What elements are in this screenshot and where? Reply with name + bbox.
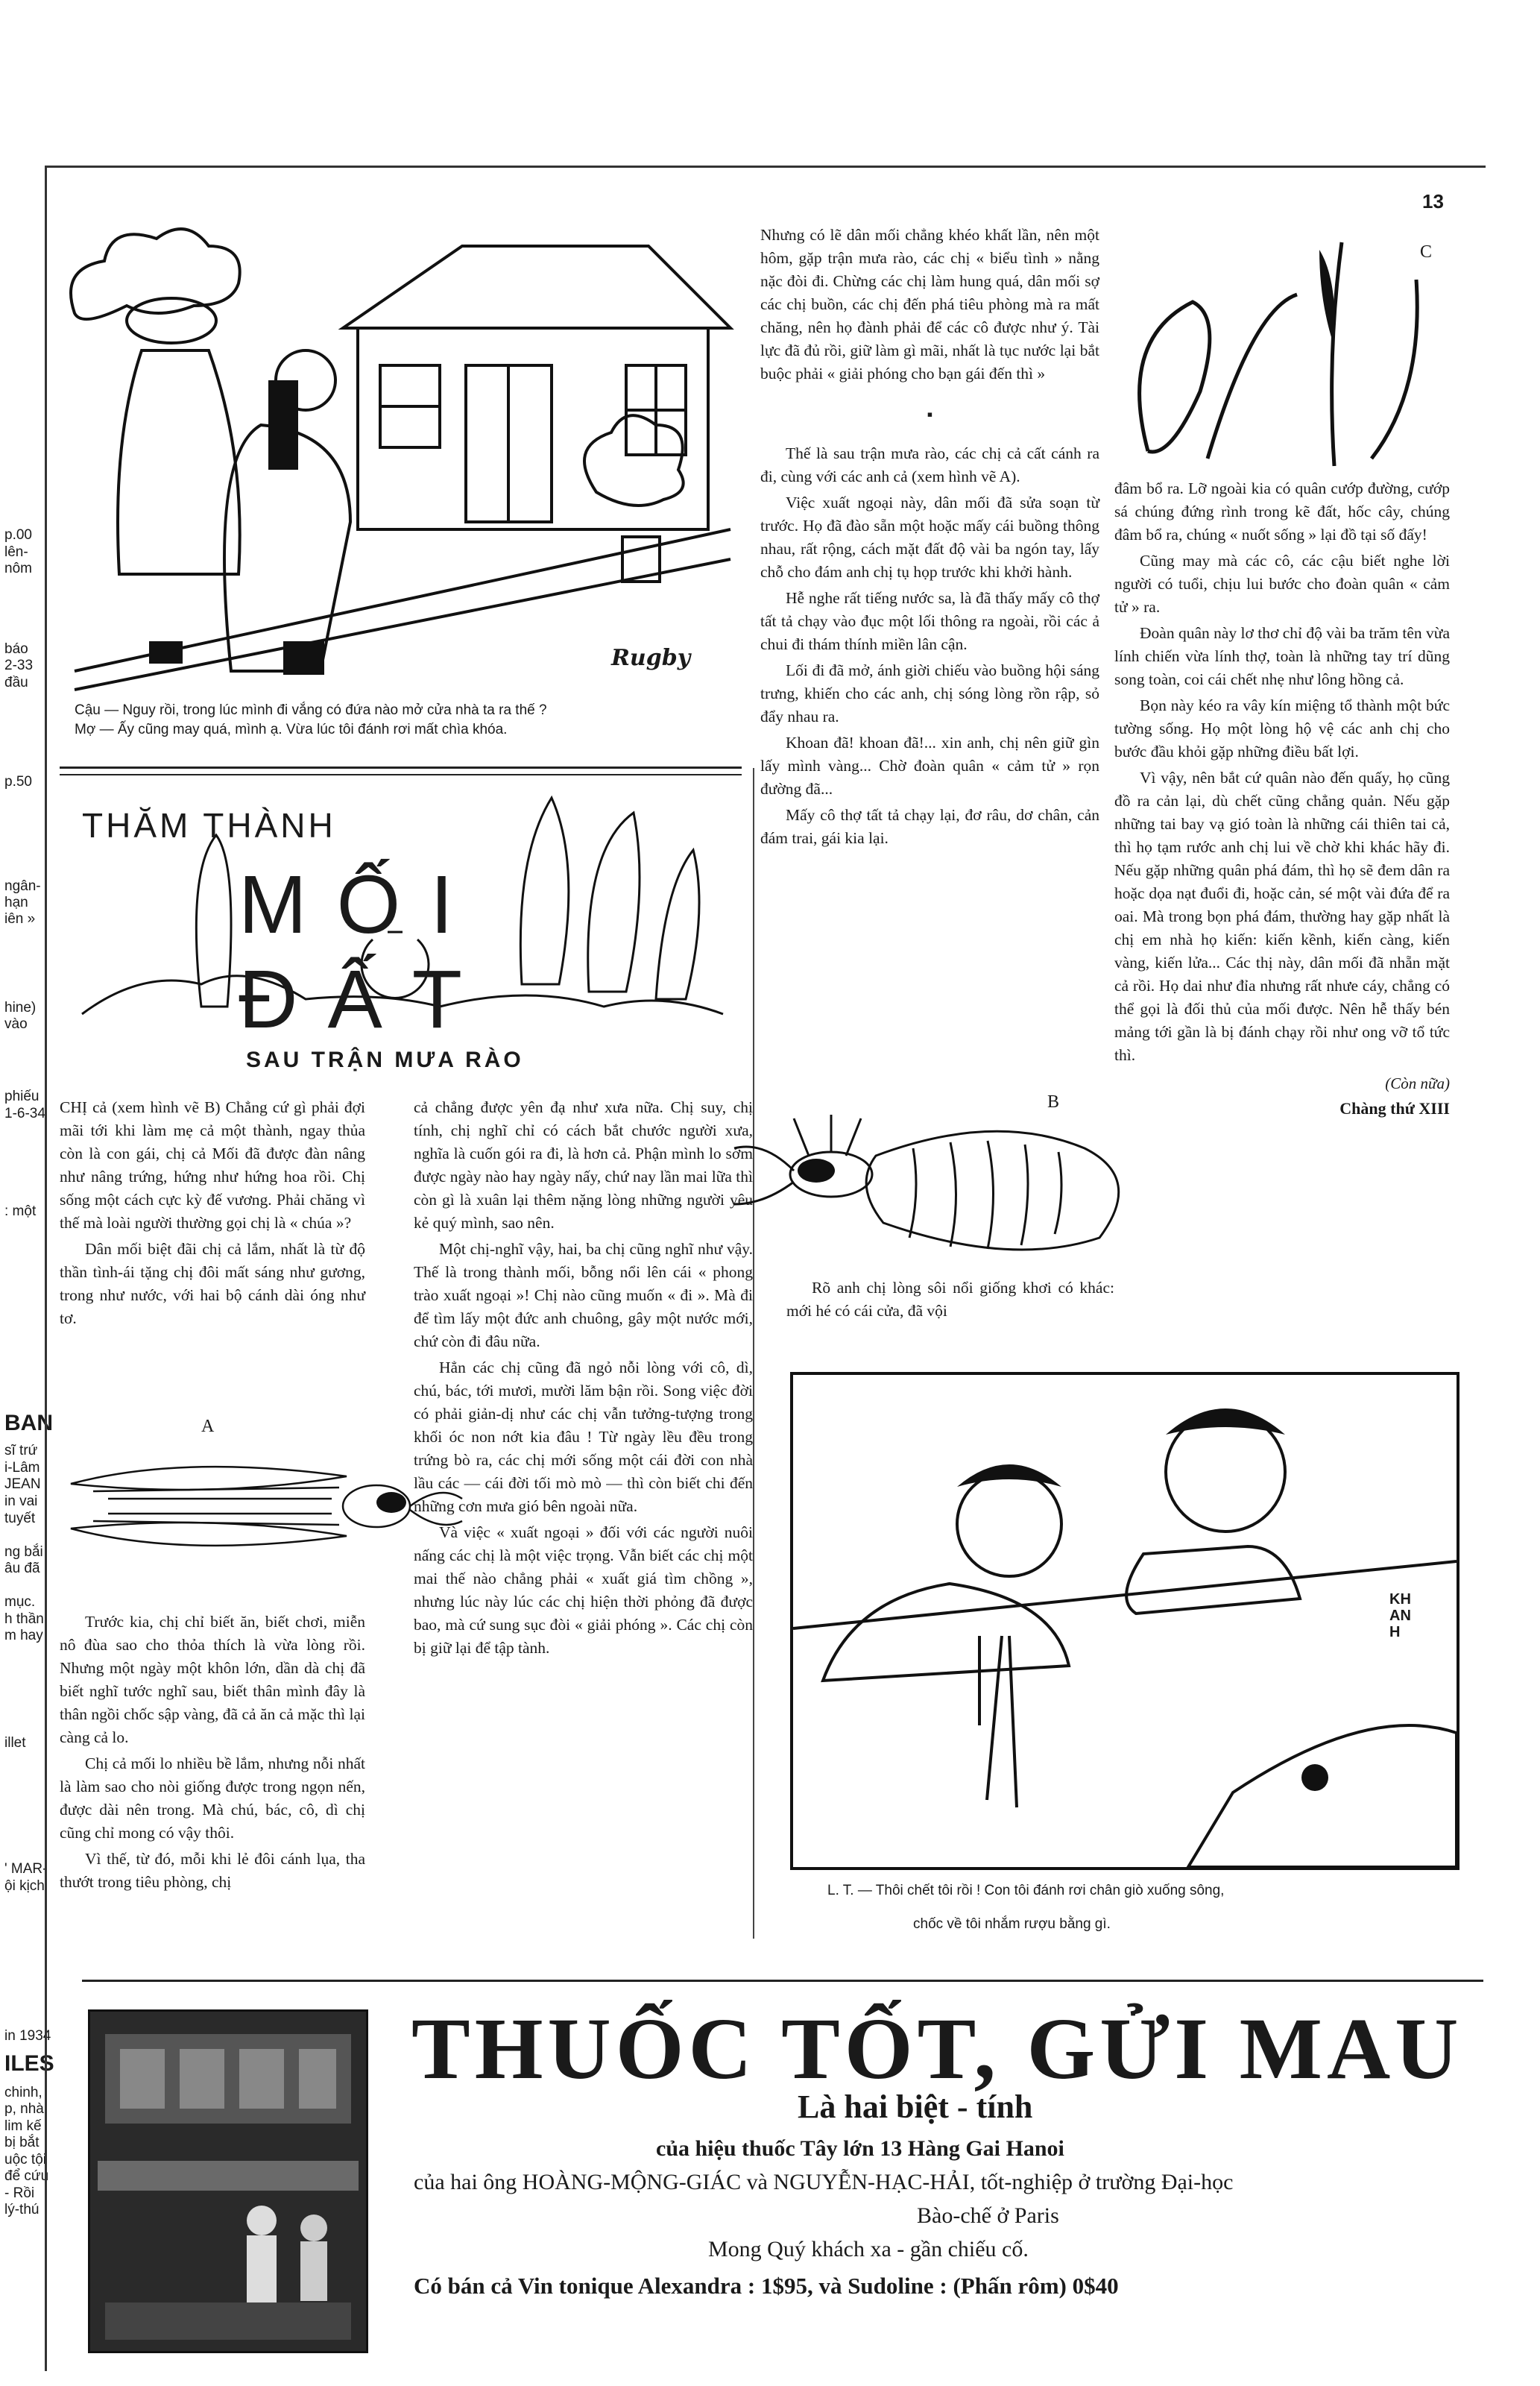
ad-line-2: của hai ông HOÀNG-MỘNG-GIÁC và NGUYỄN-HẠC-HẢI, tốt-nghiệp ở trường Đại-học (414, 2170, 1234, 2194)
col4-para-3: Đoàn quân này lơ thơ chỉ độ vài ba trăm tên vừa lính chiến vừa lính thợ, toàn là những tay trí dũng song toàn, coi cái chết nhẹ như lông hồng cả. (1114, 624, 1450, 688)
edge-fragment: nôm (4, 561, 32, 576)
ad-divider-rule (82, 1980, 1483, 1982)
col3-para-8: Rõ anh chị lòng sôi nổi giống khơi có khác: mới hé có cái cửa, đã vội (786, 1279, 1114, 1320)
ad-line-1: của hiệu thuốc Tây lớn 13 Hàng Gai Hanoi (656, 2136, 1064, 2161)
cartoon-bottom-caption-2: chốc về tôi nhắm rượu bằng gì. (913, 1916, 1111, 1932)
section-title: SAU TRẬN MƯA RÀO (246, 1048, 524, 1072)
col1-para-4: Chị cả mối lo nhiều bề lắm, nhưng nỗi nhất là làm sao cho nòi giống được trong ngọn nến, được dài nên trong. Mà chú, bác, cô, dì chị cũng chỉ mong có vậy thôi. (60, 1754, 365, 1842)
edge-fragment: ng bắi (4, 1544, 43, 1560)
cartoon-top-caption-1: Cậu — Nguy rồi, trong lúc mình đi vắng có đứa nào mở cửa nhà ta ra thế ? (75, 702, 547, 718)
edge-fragment: 2-33 (4, 658, 34, 673)
figure-b-label: B (1047, 1092, 1060, 1112)
edge-fragment: bị bắt (4, 2135, 40, 2150)
edge-fragment: BAN (4, 1411, 53, 1435)
edge-fragment: hine) (4, 1000, 37, 1016)
grass-termite-illustration (1126, 227, 1454, 473)
figure-a-label: A (201, 1417, 215, 1436)
edge-fragment: p.00 (4, 527, 32, 543)
col1-para-2: Dân mối biệt đãi chị cả lắm, nhất là từ độ thần tình-ái tặng chị đôi mất sáng như gương, trong như nước, với hai bộ cánh dài óng như tơ. (60, 1240, 365, 1327)
article-header (75, 790, 730, 1045)
edge-fragment: lên- (4, 544, 28, 560)
edge-fragment: lim kế (4, 2118, 42, 2134)
edge-fragment: uộc tội (4, 2152, 46, 2168)
col3-para-1: Nhưng có lẽ dân mối chẳng khéo khất lần, nên một hôm, gặp trận mưa rào, các chị « biểu tình » nằng nặc đòi đi. Chừng các chị làm hung quá, dân mối sợ các chị buồn, các chị đến phá tiêu phòng mà ra mất chăng, nên họ đành phải để các cô được như ý. Tài lực đã đủ rồi, giữ làm gì mãi, nhất là tục nước lại bắt buộc phải « giải phóng cho bạn gái đến thì » (760, 226, 1099, 383)
edge-fragment: để cứu (4, 2168, 49, 2184)
ad-line-4: Mong Quý khách xa - gần chiếu cố. (708, 2237, 1029, 2261)
edge-fragment: m hay (4, 1628, 43, 1643)
divider-rule (60, 774, 742, 775)
col3-para-6: Khoan đã! khoan đã!... xin anh, chị nên giữ gìn lấy mình vàng... Chờ đoàn quân « cảm tử » rọn đường đã... (760, 734, 1099, 798)
edge-fragment: - Rồi (4, 2185, 35, 2201)
col2-para-2: Một chị-nghĩ vậy, hai, ba chị cũng nghĩ như vậy. Thế là trong thành mối, bỗng nổi lên cái « phong trào xuất ngoại »! Chị nào cũng muốn « đi ». Mà đi để tìm lấy một đức anh chuông, gây một nước mới, chứ còn đi đâu nữa. (414, 1240, 753, 1350)
edge-fragment: sĩ trứ (4, 1443, 38, 1458)
edge-fragment: báo (4, 641, 28, 657)
edge-fragment: vào (4, 1016, 28, 1032)
header-title-line1: THĂM THÀNH (82, 806, 336, 845)
col1-para-5: Vì thế, từ đó, mỗi khi lẻ đôi cánh lụa, tha thướt trong tiêu phòng, chị (60, 1850, 365, 1891)
article-column-2 (414, 1096, 753, 1663)
col3-para-7: Mấy cô thợ tất tả chạy lại, đơ râu, dơ chân, cản đám trai, gái kia lại. (760, 806, 1099, 847)
divider-rule (60, 767, 742, 769)
figure-b-termite-queen (727, 1092, 1129, 1268)
pharmacy-photo (90, 2012, 366, 2351)
col3-para-5: Lối đi đã mở, ánh giời chiếu vào buồng hội sáng trưng, khiến cho các anh, chị sóng lòng rồn rập, sỏ đẩy nhau ra. (760, 661, 1099, 725)
col2-para-3: Hẳn các chị cũng đã ngỏ nỗi lòng với cô, dì, chú, bác, tới mươi, mười lăm bận rồi. Song việc đời có phải giản-dị như các chị vẫn tưởng-tượng trong khối óc non nớt kia đâu ! Từ ngày lều đều trong trứng bò ra, các chị mới sống một cái đời con nhà lầu các — cái đời tối mò mò — thì còn biết chi đến những cơn mưa gió bên ngoài nữa. (414, 1359, 753, 1515)
ad-line-3: Bào-chế ở Paris (917, 2203, 1059, 2228)
ad-line-5: Có bán cả Vin tonique Alexandra : 1$95, và Sudoline : (Phấn rôm) 0$40 (414, 2273, 1119, 2299)
edge-fragment: ' MAR- (4, 1861, 48, 1877)
ad-headline: THUỐC TỐT, GỬI MAU (411, 2000, 1463, 2097)
cartoon-top-caption-2: Mợ — Ấy cũng may quá, mình ạ. Vừa lúc tôi đánh rơi mất chìa khóa. (75, 722, 508, 737)
col2-para-4: Và việc « xuất ngoại » đối với các người nuôi nấng các chị là một việc trọng. Vẫn biết các chị một mai thế nào chẳng phải « xuất giá tìm chồng », nhưng lúc này lúc các chị hiện thời phỏng đã được bao, mà cứ sung sục đòi « giải phóng ». Các chị còn bị giữ lại để tập tành. (414, 1523, 753, 1657)
edge-fragment: in vai (4, 1493, 38, 1509)
ad-photo-pharmacy (88, 2009, 368, 2353)
cartoon-bottom-caption-1: L. T. — Thôi chết tôi rồi ! Con tôi đánh rơi chân giò xuống sông, (827, 1883, 1225, 1898)
ad-subhead: Là hai biệt - tính (798, 2088, 1033, 2125)
col2-para-1: cả chẳng được yên đạ như xưa nữa. Chị suy, chị tính, chị nghĩ chỉ có cách bắt chước người xưa, nghĩa là cuốn gói ra đi, là hơn cả. Phận mình lo sớm được ngày nào hay ngày nấy, chứ nay lần mai lữa thì còn gì là xuân lại thêm nặng lòng những người yêu kẻ quý mình, sao nên. (414, 1098, 753, 1232)
edge-fragment: hạn (4, 895, 28, 910)
edge-fragment: âu đã (4, 1561, 40, 1576)
edge-fragment: 1-6-34 (4, 1106, 45, 1121)
cartoon-top-signature: Rugby (611, 645, 691, 671)
edge-fragment: phiếu (4, 1089, 40, 1104)
article-column-3-cont (786, 1277, 1114, 1326)
cartoon-top-illustration (60, 224, 745, 701)
edge-fragment: : một (4, 1203, 37, 1219)
edge-fragment: ILES (4, 2051, 54, 2076)
edge-fragment: JEAN (4, 1476, 41, 1492)
winged-termite-illustration (63, 1417, 466, 1611)
article-column-4 (1114, 477, 1450, 1118)
edge-fragment: ội kịch (4, 1878, 45, 1894)
edge-fragment: tuyết (4, 1511, 36, 1526)
continued-note: (Còn nữa) (1385, 1074, 1450, 1092)
cartoon-bottom-signature: KHANH (1389, 1591, 1411, 1640)
col4-para-4: Bọn này kéo ra vây kín miệng tổ thành một bức tường sống. Họ một lòng hộ vệ các anh chị cho bước đầu khỏi gặp những điều bất lợi. (1114, 696, 1450, 761)
edge-fragment: đầu (4, 675, 28, 690)
article-column-1 (60, 1096, 365, 1333)
section-break-mark: ▪ (927, 405, 933, 424)
figure-c-label: C (1420, 242, 1433, 262)
edge-fragment: ngân- (4, 878, 41, 894)
edge-fragment: h thần (4, 1611, 44, 1627)
edge-fragment: iên » (4, 911, 36, 927)
col3-para-3: Việc xuất ngoại này, dân mối đã sửa soạn từ trước. Họ đã đào sẵn một hoặc mấy cái buồng thông nhau, rất rộng, cách mặt đất độ vài ba ngón tay, lấy chỗ cho đám anh chị tụ họp trước khi khởi hành. (760, 494, 1099, 581)
edge-fragment: i-Lâm (4, 1460, 40, 1476)
cartoon-bottom (790, 1372, 1459, 1870)
edge-fragment: lý-thú (4, 2202, 40, 2217)
article-author: Chàng thứ XIII (1339, 1099, 1450, 1118)
header-title-line2: MỐI ĐẤT (239, 859, 492, 1045)
col4-para-1: đâm bổ ra. Lỡ ngoài kia có quân cướp đường, cướp sá chúng đứng rình trong kẽ đất, hốc cây, chúng đâm bổ ra, chúng « nuốt sống » lại đồ tại số đấy! (1114, 479, 1450, 544)
col3-para-2: Thế là sau trận mưa rào, các chị cả cất cánh ra đi, cùng với các anh cả (xem hình vẽ A). (760, 444, 1099, 485)
col3-para-4: Hễ nghe rất tiếng nước sa, là đã thấy mấy cô thợ tất tả chạy vào đục một lối thông ra ngoài, rồi các ả chui đi thám thính miền lân cận. (760, 589, 1099, 653)
page-number: 13 (1422, 190, 1444, 213)
article-column-1-cont (60, 1611, 365, 1897)
cartoon-top (60, 224, 745, 701)
figure-a-termite (63, 1417, 466, 1611)
edge-fragment: mục. (4, 1594, 36, 1610)
edge-fragment: illet (4, 1735, 26, 1751)
col1-para-3: Trước kia, chị chỉ biết ăn, biết chơi, miễn nô đùa sao cho thỏa thích là vừa lòng rồi. Nhưng một ngày một khôn lớn, dần dà chị đã biết nghĩ tước nghĩ sau, biết thân mình đây là thân ngồi chốc sập vàng, đã cả ăn cả mặc thì lại càng cả lo. (60, 1613, 365, 1746)
termite-queen-illustration (727, 1096, 1129, 1268)
col4-para-2: Cũng may mà các cô, các cậu biết nghe lời người có tuổi, chịu lui bước cho đoàn quân « cảm tử » ra. (1114, 552, 1450, 616)
edge-fragment: p.50 (4, 774, 32, 790)
edge-fragment: chinh, (4, 2085, 42, 2100)
edge-fragment: in 1934 (4, 2028, 51, 2044)
figure-c-plant (1126, 227, 1454, 473)
edge-fragment: p, nhà (4, 2101, 44, 2117)
article-column-3 (760, 224, 1099, 853)
col4-para-5: Vì vậy, nên bắt cứ quân nào đến quấy, họ cũng đồ ra cản lại, dù chết cũng chẳng quản. Nếu gặp những tai bay vạ gió toàn là những cái thiên tai cả, thì họ tạm rước anh chị lui về chờ khi khác hãy đi. Nếu gặp những quân phá đám, thì họ sẽ đem dân ra hoặc dọa nạt đuổi đi, hoặc cản, sé một vài đứa để ra oai. Mà trong bọn phá đám, thường hay gặp nhất là chị em nhà họ kiến: kiến kềnh, kiến càng, kiến vàng, kiến lửa... Các thị này, dân mối đã nhẵn mặt cả rồi. Họ dai như đỉa nhưng rất nhưe cáy, chẳng có thể gọi là đối thủ của mối được. Nên hễ thấy bén mảng tới gần là bị đánh chạy rồi như ong vỡ tổ tức thì. (1114, 769, 1450, 1064)
cartoon-bottom-illustration (793, 1375, 1457, 1867)
column-divider (753, 768, 754, 1939)
col1-para-1: CHỊ cả (xem hình vẽ B) Chẳng cứ gì phải đợi mãi tới khi làm mẹ cả một thành, ngay thủa còn là con gái, chị cả Mối đã được đàn nâng như nâng trứng, hứng như hứng hoa rồi. Chị sống một cách cực kỳ đế vương. Phải chăng vì thế mà loài người thường gọi chị là « chúa »? (60, 1098, 365, 1232)
